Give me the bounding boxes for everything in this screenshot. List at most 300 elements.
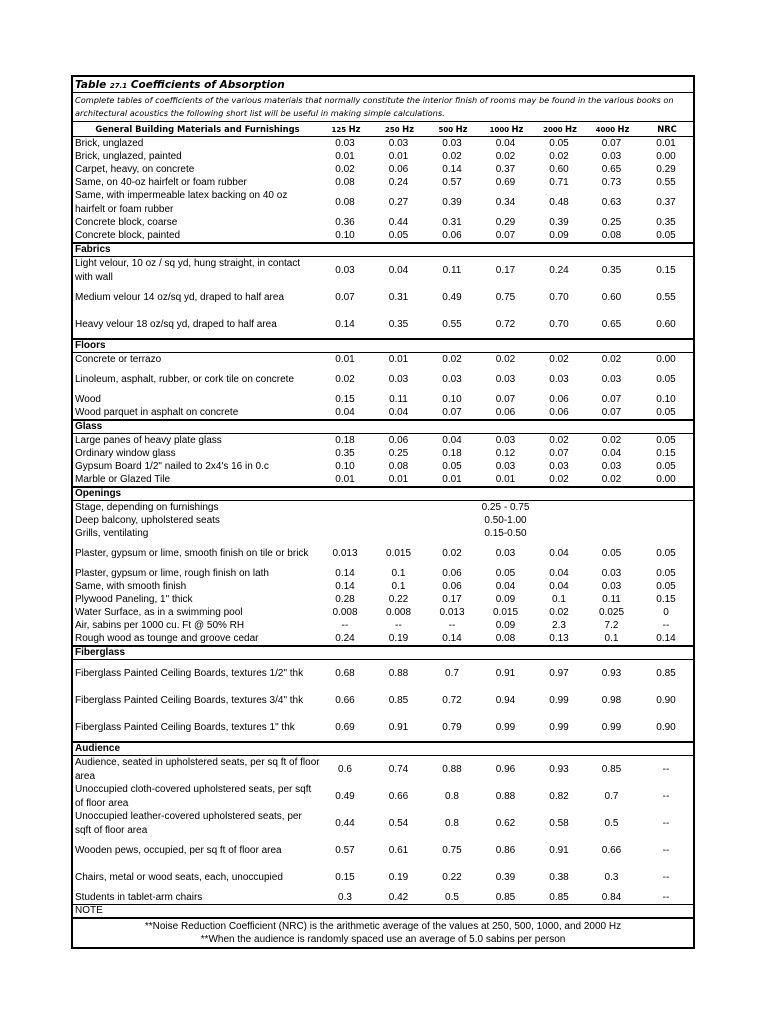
material-label: Stage, depending on furnishings (75, 502, 219, 513)
value-cell: 0.91 (388, 722, 409, 733)
material-label: Carpet, heavy, on concrete (75, 164, 195, 175)
value-cell: 0.71 (549, 177, 569, 188)
value-cell: 0.94 (495, 695, 516, 706)
value-cell: 0.31 (442, 217, 462, 228)
table-row (73, 891, 693, 904)
value-cell: 0.008 (385, 607, 412, 618)
header-freq-num: 2000 (543, 126, 563, 134)
table-row (73, 434, 693, 448)
material-label: Unoccupied leather-covered upholstered seats, per sqft of floor area (75, 811, 302, 836)
value-cell: 0.013 (332, 548, 358, 559)
value-cell: 0.08 (388, 461, 409, 472)
value-cell: 0.86 (495, 845, 516, 856)
material-label: Heavy velour 18 oz/sq yd, draped to half area (75, 318, 277, 330)
value-cell: 0.09 (549, 230, 569, 241)
value-cell: 0.04 (388, 407, 409, 418)
absorption-table-sheet (71, 75, 695, 949)
value-cell: 0.24 (335, 633, 355, 644)
nrc-value: 0.05 (656, 407, 676, 418)
value-cell: 0.07 (549, 448, 569, 459)
header-freq-unit: Hz (511, 124, 524, 134)
material-label: Brick, unglazed (75, 138, 144, 149)
value-cell: 7.2 (604, 620, 619, 631)
value-cell: 0.84 (601, 892, 622, 903)
value-cell (534, 514, 693, 527)
table-row (73, 447, 693, 460)
value-cell: 0.63 (601, 197, 622, 208)
table-row (73, 229, 693, 243)
section-header-glass (73, 420, 693, 434)
table-row (73, 393, 693, 406)
table-title-text: Coefficients of Absorption (130, 79, 285, 91)
section-header-audience (73, 742, 693, 756)
value-cell: 0.25 (601, 217, 622, 228)
header-nrc: NRC (639, 122, 693, 137)
value-cell: 0.70 (549, 292, 569, 303)
value-cell: 0.91 (495, 668, 516, 679)
value-cell: 0.17 (495, 265, 516, 276)
nrc-value: 0.37 (656, 197, 676, 208)
table-row (73, 216, 693, 229)
table-row (73, 580, 693, 593)
nrc-value: -- (662, 818, 670, 829)
value-cell: 0.35 (335, 448, 355, 459)
section-header-openings (73, 487, 693, 501)
value-cell: 0.65 (601, 319, 622, 330)
header-material: General Building Materials and Furnishings (73, 122, 320, 137)
material-label: Grills, ventilating (75, 528, 149, 539)
value-cell: 0.07 (495, 230, 516, 241)
table-row (73, 756, 693, 784)
material-label: Same, on 40-oz hairfelt or foam rubber (75, 177, 247, 188)
value-cell: 0.06 (388, 435, 409, 446)
value-cell: 0.03 (549, 461, 569, 472)
material-label: Plaster, gypsum or lime, smooth finish on tile or brick (75, 547, 309, 559)
value-cell: 0.07 (601, 394, 622, 405)
note-nrc: **Noise Reduction Coefficient (NRC) is the arithmetic average of the values at 250, 500, 1000, and 2000 Hz (144, 921, 622, 932)
value-cell: 0.38 (549, 872, 569, 883)
value-cell: 0.03 (388, 374, 409, 385)
value-cell: 0.11 (389, 394, 408, 405)
material-label: Wood (75, 394, 101, 405)
nrc-value: 0.14 (656, 633, 676, 644)
header-freq-num: 125 (331, 126, 347, 134)
value-cell: 0.1 (391, 581, 406, 592)
nrc-value: 0.90 (656, 722, 676, 733)
material-label: Fiberglass Painted Ceiling Boards, textures 3/4" thk (75, 694, 304, 706)
material-label: Plywood Paneling, 1" thick (75, 594, 193, 605)
value-cell: 0.06 (549, 394, 569, 405)
nrc-value: 0.29 (656, 164, 676, 175)
nrc-value: -- (662, 791, 670, 802)
value-cell: 0.12 (495, 448, 516, 459)
value-cell: 0.1 (604, 633, 619, 644)
section-title: Audience (73, 742, 693, 756)
value-cell: 0.68 (335, 668, 355, 679)
value-cell: 0.31 (388, 292, 409, 303)
value-cell: 0.60 (601, 292, 622, 303)
header-freq-500 (427, 122, 477, 137)
value-cell: 0.02 (442, 548, 462, 559)
value-cell: 0.19 (388, 633, 409, 644)
value-cell: 0.22 (388, 594, 409, 605)
header-freq-1000 (477, 122, 534, 137)
header-freq-250 (370, 122, 427, 137)
nrc-value: 0.05 (656, 568, 676, 579)
value-cell: 0.09 (495, 620, 516, 631)
value-cell: -- (395, 620, 402, 631)
value-cell: 0.72 (442, 695, 462, 706)
value-cell: 0.10 (335, 230, 355, 241)
table-row (73, 714, 693, 742)
value-cell: 0.14 (335, 568, 355, 579)
value-cell: 0.61 (388, 845, 409, 856)
value-cell: 0.35 (601, 265, 622, 276)
header-freq-num: 250 (385, 126, 400, 134)
value-cell: 0.60 (549, 164, 569, 175)
value-cell: 0.15 (335, 394, 355, 405)
table-row (73, 837, 693, 864)
value-cell: 0.99 (549, 722, 569, 733)
value-cell: 0.07 (601, 407, 622, 418)
material-label: Light velour, 10 oz / sq yd, hung straight, in contact with wall (75, 258, 301, 283)
value-cell: 0.39 (549, 217, 569, 228)
value-cell: 0.10 (442, 394, 462, 405)
value-cell: 0.69 (495, 177, 516, 188)
nrc-value: 0.05 (656, 230, 676, 241)
value-cell: 0.015 (492, 607, 519, 618)
header-freq-4000 (584, 122, 639, 137)
value-cell: 0.03 (601, 374, 622, 385)
value-cell: 0.07 (335, 292, 355, 303)
value-cell: 0.98 (601, 695, 622, 706)
nrc-value: -- (662, 892, 670, 903)
value-cell: 0.82 (549, 791, 569, 802)
value-cell: 0.01 (388, 151, 409, 162)
nrc-value: 0.05 (656, 435, 676, 446)
value-cell: 0.5 (445, 892, 459, 903)
nrc-value: 0.05 (656, 581, 676, 592)
value-cell: 0.93 (549, 764, 569, 775)
nrc-value: -- (662, 764, 670, 775)
value-cell: 0.66 (601, 845, 622, 856)
value-cell: 0.57 (335, 845, 355, 856)
value-cell: 0.85 (388, 695, 409, 706)
value-cell: 0.97 (549, 668, 569, 679)
value-range: 0.25 - 0.75 (481, 502, 530, 513)
value-cell: 0.02 (495, 354, 516, 365)
value-cell: 0.08 (335, 197, 355, 208)
value-cell: 0.75 (442, 845, 462, 856)
material-label: Students in tablet-arm chairs (75, 892, 203, 903)
section-header-floors (73, 339, 693, 353)
value-cell: 0.07 (495, 394, 516, 405)
table-row (73, 810, 693, 837)
value-cell: 0.91 (549, 845, 569, 856)
value-cell: 0.04 (549, 581, 569, 592)
material-label: Deep balcony, upholstered seats (75, 515, 220, 526)
header-freq-unit: Hz (455, 124, 468, 134)
material-label: Wooden pews, occupied, per sq ft of floor area (75, 844, 282, 856)
value-cell: 0.58 (549, 818, 569, 829)
value-cell: 0.75 (495, 292, 516, 303)
value-cell: 0.06 (442, 230, 462, 241)
value-cell (320, 527, 477, 540)
value-cell: 0.3 (604, 872, 619, 883)
value-cell: 0.05 (442, 461, 462, 472)
value-cell: 0.7 (604, 791, 619, 802)
value-cell: 0.18 (442, 448, 462, 459)
value-cell: 0.08 (335, 177, 355, 188)
material-label: Marble or Glazed Tile (75, 474, 171, 485)
material-label: Audience, seated in upholstered seats, per sq ft of floor area (75, 757, 320, 782)
header-freq-unit: Hz (348, 124, 361, 134)
value-cell: 0.02 (549, 435, 569, 446)
value-cell: 0.03 (601, 461, 622, 472)
value-cell: 0.99 (495, 722, 516, 733)
nrc-value: 0 (663, 607, 669, 618)
value-range: 0.15-0.50 (484, 528, 527, 539)
note-label: NOTE (73, 905, 693, 919)
value-cell: 0.72 (495, 319, 516, 330)
value-cell: 0.09 (495, 594, 516, 605)
value-cell: 0.24 (549, 265, 569, 276)
value-cell: 0.29 (495, 217, 516, 228)
table-title (73, 77, 693, 93)
value-cell: 0.05 (549, 138, 569, 149)
value-cell: -- (448, 620, 456, 631)
nrc-value: 0.60 (656, 319, 676, 330)
section-header-fiberglass (73, 646, 693, 660)
header-freq-unit: Hz (402, 124, 414, 134)
value-cell: 0.04 (495, 581, 516, 592)
nrc-value: 0.01 (656, 138, 676, 149)
material-label: Concrete or terrazo (75, 354, 162, 365)
value-cell: 0.25 (388, 448, 409, 459)
value-cell: 0.04 (442, 435, 462, 446)
value-cell: 0.02 (549, 354, 569, 365)
material-label: Concrete block, painted (75, 230, 181, 241)
nrc-value: 0.10 (656, 394, 676, 405)
header-freq-num: 500 (438, 126, 454, 134)
material-label: Ordinary window glass (75, 448, 176, 459)
material-label: Concrete block, coarse (75, 217, 178, 228)
value-cell: 0.02 (601, 435, 622, 446)
value-cell: 0.01 (388, 474, 409, 485)
value-cell: 0.70 (549, 319, 569, 330)
table-row (73, 353, 693, 367)
value-cell: 0.01 (335, 354, 355, 365)
table-row (73, 514, 693, 527)
header-freq-num: 1000 (489, 126, 510, 134)
value-cell: 0.8 (445, 791, 459, 802)
nrc-value: 0.90 (656, 695, 676, 706)
value-cell: 0.11 (442, 265, 462, 276)
section-title: Fabrics (73, 243, 693, 257)
value-cell: 0.03 (601, 581, 622, 592)
value-range: 0.50-1.00 (484, 515, 527, 526)
material-label: Linoleum, asphalt, rubber, or cork tile on concrete (75, 373, 295, 385)
nrc-value: 0.05 (656, 461, 676, 472)
value-cell: 0.62 (495, 818, 516, 829)
table-intro: Complete tables of coefficients of the various materials that normally constitute the interior finish of rooms may be found in the various books on architectural acoustics the following short list will be useful in making simple calculations. (73, 93, 693, 122)
value-cell: 0.04 (388, 265, 409, 276)
value-cell: 0.01 (442, 474, 462, 485)
header-freq-unit: Hz (617, 124, 630, 134)
table-row (73, 783, 693, 810)
value-cell: 0.015 (385, 548, 412, 559)
table-row (73, 366, 693, 393)
value-cell: 0.49 (335, 791, 355, 802)
material-label: Same, with smooth finish (75, 581, 187, 592)
value-cell: 0.02 (549, 607, 569, 618)
value-cell: 0.88 (442, 764, 462, 775)
value-cell: 0.66 (388, 791, 409, 802)
value-cell: 0.28 (335, 594, 355, 605)
value-cell: 0.05 (601, 548, 622, 559)
value-cell: 0.03 (388, 138, 409, 149)
value-cell: 0.39 (442, 197, 462, 208)
value-cell: 0.02 (549, 151, 569, 162)
table-row (73, 527, 693, 540)
value-cell: 0.03 (495, 374, 516, 385)
value-cell: 0.8 (445, 818, 459, 829)
table-row (73, 176, 693, 189)
header-freq-num: 4000 (595, 126, 616, 134)
value-cell: 0.66 (335, 695, 355, 706)
value-cell: 0.55 (442, 319, 462, 330)
value-cell: 0.03 (442, 138, 462, 149)
table-row (73, 593, 693, 606)
material-label: Fiberglass Painted Ceiling Boards, textures 1/2" thk (75, 667, 304, 679)
value-cell: 0.96 (495, 764, 516, 775)
value-cell: 0.06 (442, 568, 462, 579)
value-cell: 0.3 (338, 892, 352, 903)
table-row (73, 284, 693, 311)
material-label: Medium velour 14 oz/sq yd, draped to half area (75, 291, 285, 303)
value-cell: 0.57 (442, 177, 462, 188)
value-cell: 0.85 (601, 764, 622, 775)
value-cell: 0.7 (445, 668, 459, 679)
value-cell: 0.03 (601, 151, 622, 162)
value-cell: 0.04 (495, 138, 516, 149)
value-cell: 0.02 (335, 164, 355, 175)
value-cell: 0.34 (495, 197, 516, 208)
value-cell: 0.07 (442, 407, 462, 418)
value-cell: 0.42 (388, 892, 409, 903)
table-row (73, 460, 693, 473)
nrc-value: -- (662, 872, 670, 883)
value-cell: 0.6 (338, 764, 352, 775)
material-label: Same, with impermeable latex backing on 40 oz hairfelt or foam rubber (75, 190, 288, 215)
value-cell: 0.14 (442, 164, 462, 175)
value-cell: 0.13 (549, 633, 569, 644)
table-row (73, 501, 693, 515)
value-cell: 0.03 (495, 461, 516, 472)
value-cell: 0.06 (388, 164, 409, 175)
value-cell: 0.05 (495, 568, 516, 579)
value-cell: 0.18 (335, 435, 355, 446)
value-cell: 0.013 (439, 607, 465, 618)
value-cell: 0.03 (335, 265, 355, 276)
value-cell: 0.025 (598, 607, 625, 618)
table-row (73, 189, 693, 216)
value-cell: 0.5 (604, 818, 619, 829)
nrc-value: -- (662, 620, 670, 631)
value-cell: 0.01 (388, 354, 409, 365)
nrc-value: 0.85 (656, 668, 676, 679)
value-cell: 0.02 (549, 474, 569, 485)
value-cell: 0.10 (335, 461, 355, 472)
header-freq-2000 (534, 122, 584, 137)
material-label: Gypsum Board 1/2" nailed to 2x4's 16 in 0.c (75, 461, 269, 472)
value-cell: 0.04 (335, 407, 355, 418)
section-title: Openings (73, 487, 693, 501)
value-cell: 0.69 (335, 722, 355, 733)
value-cell: 0.36 (335, 217, 355, 228)
value-cell: 0.93 (601, 668, 622, 679)
value-cell: 0.15 (335, 872, 355, 883)
nrc-value: 0.05 (656, 548, 676, 559)
table-row (73, 137, 693, 151)
value-cell: 0.03 (495, 548, 516, 559)
value-cell: 0.01 (495, 474, 516, 485)
value-cell: 0.17 (442, 594, 462, 605)
nrc-value: 0.15 (656, 265, 676, 276)
value-cell (534, 501, 693, 515)
value-cell: 0.88 (388, 668, 409, 679)
value-cell: 0.02 (601, 474, 622, 485)
value-cell: 0.04 (549, 568, 569, 579)
table-row (73, 606, 693, 619)
value-cell: 0.06 (549, 407, 569, 418)
table-row (73, 473, 693, 487)
value-cell: 0.22 (442, 872, 462, 883)
value-cell: 0.04 (549, 548, 569, 559)
nrc-value: 0.55 (656, 177, 676, 188)
nrc-value: 0.00 (656, 474, 676, 485)
nrc-value: 0.00 (656, 354, 676, 365)
nrc-value: 0.15 (656, 448, 676, 459)
value-cell: 0.06 (495, 407, 516, 418)
material-label: Wood parquet in asphalt on concrete (75, 407, 239, 418)
table-row (73, 567, 693, 580)
material-label: Brick, unglazed, painted (75, 151, 182, 162)
value-cell: 0.73 (601, 177, 622, 188)
value-cell: 0.27 (388, 197, 409, 208)
material-label: Air, sabins per 1000 cu. Ft @ 50% RH (75, 620, 245, 631)
material-label: Fiberglass Painted Ceiling Boards, textures 1" thk (75, 721, 295, 733)
nrc-value: -- (662, 845, 670, 856)
value-cell (534, 527, 693, 540)
value-cell: 0.02 (442, 151, 462, 162)
nrc-value: 0.05 (656, 374, 676, 385)
table-row (73, 660, 693, 688)
table-row (73, 540, 693, 567)
material-label: Water Surface, as in a swimming pool (75, 607, 243, 618)
value-cell: 0.03 (442, 374, 462, 385)
value-cell: 0.02 (442, 354, 462, 365)
header-freq-125 (320, 122, 370, 137)
value-cell: 0.99 (601, 722, 622, 733)
value-cell: 0.03 (335, 138, 355, 149)
notes-block (73, 918, 693, 947)
notes-table (73, 904, 693, 947)
value-cell (320, 501, 477, 515)
material-label: Rough wood as tounge and groove cedar (75, 633, 259, 644)
table-row (73, 406, 693, 420)
value-cell (320, 514, 477, 527)
